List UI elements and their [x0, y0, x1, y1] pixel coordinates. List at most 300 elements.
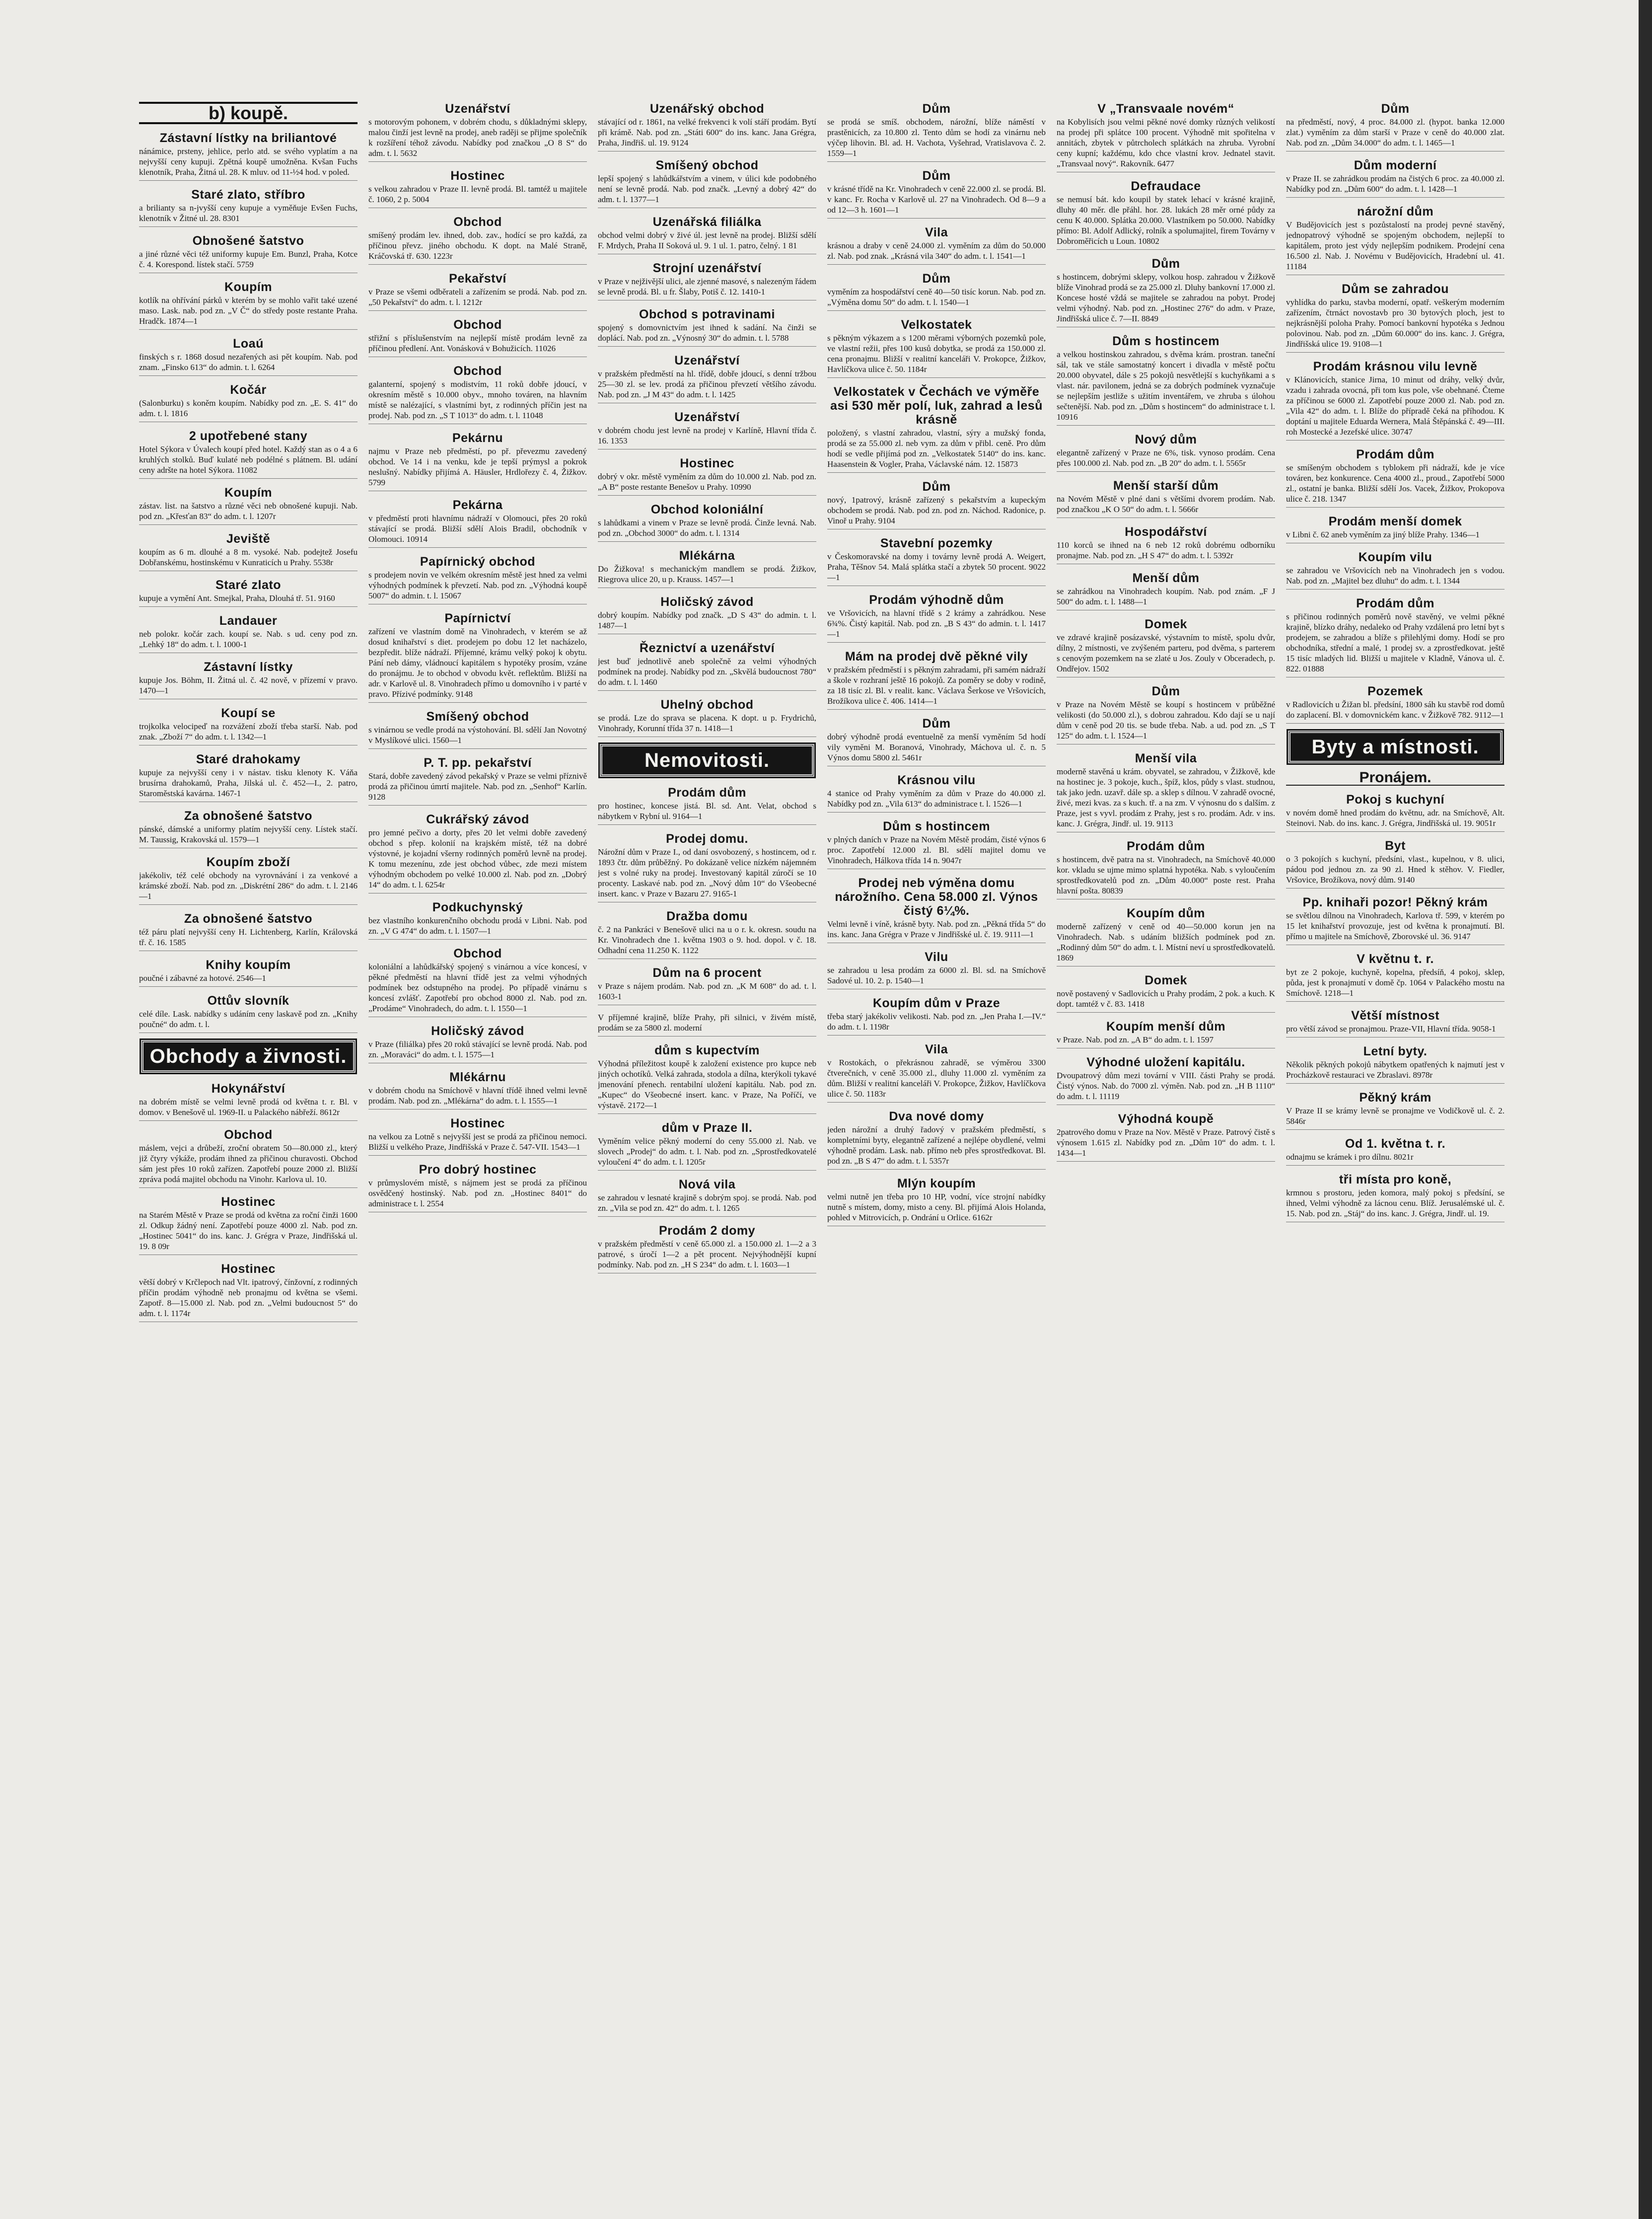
classified-ad: [1286, 793, 1505, 832]
ad-heading: Hostinec: [450, 1116, 505, 1130]
ad-body: v pražském předměstí v ceně 65.000 zl. a 150.000 zl. 1—2 a 3 patrové, s úročí 1—2 a pět procent. Nejvýhodnější kupní podmínky. Nab. pod zn. „H S 234“ do adm. t. l. 1603—1: [598, 1239, 816, 1269]
ad-heading: Defraudace: [1131, 179, 1201, 193]
classified-ad: [598, 102, 816, 151]
ad-heading: Pozemek: [1367, 684, 1423, 698]
classified-ad: [139, 912, 358, 951]
ad-body: zařízení ve vlastním domě na Vinohradech, v kterém se až dosud knihařství s diet. prodejem po dobu 12 let nacházelo, bezpředit. blíže nádraží. Příjemné, krámu velký pokoj k obytu. Pání neb dámy, vládnoucí kapitálem s hypotéky prosím, vzáne do pronájmu. Je to obchod v obvodu květ. reflektům. Bližší na adr. v Karlově ul. 8. Vinohradech přímo u domovního i v parté v pravo. Přízivé podmínky. 9148: [368, 627, 587, 699]
ad-body: lepší spojený s lahůdkářstvím a vinem, v úlici kde podobného není se levně prodá. Nab. pod značk. „Levný a dobrý 42“ do adm. t. l. 1377—1: [598, 174, 816, 204]
classified-ad: [1286, 1173, 1505, 1222]
ad-body: krmnou s prostoru, jeden komora, malý pokoj s předsíní, se ihned, Velmi výhodně za lácnou cenu. Blíž. Jerusalémské ul. č. 15. Nab. pod zn. „Stáj“ do ins. kanc. J. Grégra, Jindř. ul. 19.: [1286, 1188, 1505, 1218]
ad-heading: Prodej neb výměna domu nárožního. Cena 58.000 zl. Výnos čistý 6¼%.: [835, 876, 1038, 918]
classified-ad: [139, 131, 358, 181]
classified-ad: [598, 503, 816, 542]
classified-ad: [139, 337, 358, 376]
ad-heading: Obchod: [453, 947, 502, 961]
classified-ad: [139, 1262, 358, 1322]
ad-body: s hostincem, dvě patra na st. Vinohradech, na Smíchově 40.000 kor. vkladu se ujme mimo splatná hypotéka. Nab. s vyloučením sprostředkovatelů pod zn. „Dům 40.000“ poste rest. Praha hlavní pošta. 80839: [1057, 855, 1275, 895]
ad-heading: Cukrářský závod: [426, 813, 529, 826]
classified-ad: [368, 813, 587, 893]
classified-ad: [368, 431, 587, 491]
ad-heading: Strojní uzenářství: [652, 261, 762, 275]
classified-ad: [368, 1116, 587, 1156]
ad-heading: Pokoj s kuchyní: [1346, 793, 1444, 807]
ad-heading: Dům s hostincem: [1112, 334, 1220, 348]
classified-ad: [368, 1163, 587, 1212]
ad-body: s přičinou rodinných poměrů nově stavěný, ve velmi pěkné krajině, blízko dráhy, nedaleko od Prahy vzdálená pro letní byt s prodejem, se zahradou a blíže s přilehlými domy. Hodí se pro obchodníka, střední a malé, 1 prodej sv. a zprostředkovat. ještě 15 tisíc mladých lid. Bližší u majitele v Kladně, Vánova ul. č. 822. 01888: [1286, 612, 1505, 673]
ad-heading: Domek: [1145, 617, 1187, 631]
ad-body: V příjemné krajině, blíže Prahy, při silnici, v živém místě, prodám se za 5800 zl. moderní: [598, 1013, 816, 1033]
ad-body: zástav. list. na šatstvo a různé věci neb obnošené kupuji. Nab. pod zn. „Křesťan 83“ do adm. t. l. 1207r: [139, 501, 358, 521]
subsection-header: Pronájem.: [1286, 772, 1505, 786]
classified-ad: [368, 169, 587, 208]
classified-ad: [139, 532, 358, 571]
ad-body: dobrý v okr. městě vyměním za dům do 10.000 zl. Nab. pod zn. „A B“ poste restante Benešov u Prahy. 10990: [598, 472, 816, 492]
ad-body: odnajmu se krámek i pro dílnu. 8021r: [1286, 1152, 1414, 1162]
ad-heading: nárožní dům: [1357, 205, 1434, 219]
ad-heading: Výhodná koupě: [1118, 1112, 1214, 1126]
classified-ad: [139, 706, 358, 745]
ad-heading: Staré zlato: [215, 578, 281, 592]
classified-ad: [368, 611, 587, 703]
classified-ad: [1286, 102, 1505, 151]
ad-body: s hostincem, dobrými sklepy, volkou hosp. zahradou v Žižkově blíže Vinohrad prodá se za 25.000 zl. Dluhy bankovní 17.000 zl. Koncese hosté vždá se majitele se zahradou na pobyt. Prodej velmi výhodný. Nab. pod zn. „Hostinec 276“ do adm. v Praze, Jindřišská ulice č. 7—II. 8849: [1057, 272, 1275, 323]
ad-heading: Jeviště: [226, 532, 271, 546]
ad-heading: Papírnický obchod: [420, 555, 536, 569]
ad-heading: Koupím vilu: [1358, 550, 1433, 564]
ad-body: s vinárnou se vedle prodá na výstohování. Bl. sdělí Jan Novotný v Myslíkové ulici. 1560—1: [368, 725, 587, 745]
ad-heading: Prodám výhodně dům: [869, 593, 1004, 607]
classified-ad: [368, 900, 587, 940]
ad-body: na Starém Městě v Praze se prodá od května za roční činži 1600 zl. Odkup žádný není. Zapotřebí pouze 4000 zl. Nab. pod zn. „Hostinec 5041“ do ins. kanc. J. Grégra v Praze, Jindřišská ul. 19. 8 09r: [139, 1210, 358, 1251]
ad-heading: Hospodářství: [1125, 525, 1207, 539]
ad-heading: Podkuchynský: [432, 900, 523, 914]
ad-body: Nárožní dům v Praze I., od daní osvobozený, s hostincem, od r. 1893 čtr. dům průběžný. Po dokázaně velice nízkém nájemném jest s volné ruky na prodej. Investovaný kapitál zúročí se 10 procenty. Laskavé nab. pod zn. „Nový dům 10“ do Všeobecné insert. kanc. v Praze v Bazaru 27. 9165-1: [598, 847, 816, 898]
ad-body: s prodejem novin ve velkém okresním městě jest hned za velmi výhodných podmínek k převzetí. Nab. pod zn. „Výhodná koupě 5007“ do admin. t. l. 15067: [368, 570, 587, 600]
ad-heading: Obchod koloniální: [650, 503, 764, 517]
classified-ad: [827, 876, 1046, 943]
classified-ad: [368, 947, 587, 1017]
ad-body: v průmyslovém místě, s nájmem jest se prodá za příčinou osvědčený hostinský. Nab. pod zn. „Hostinec 8401“ do administrace t. l. 2554: [368, 1178, 587, 1208]
ad-body: v pražském předměstí i s pěkným zahradami, při samém nádraží a škole v rozhraní ještě 16 pokojů. Za poměry se doby v rodině, za 18 tisíc zl. Bl. v realit. kanc. Václava Šerkose ve Vršovicích, Brožíkova ulice č. 406. 1414—1: [827, 665, 1046, 706]
ad-heading: Za obnošené šatstvo: [184, 912, 313, 926]
ad-heading: Obnošené šatstvo: [192, 234, 304, 248]
scan-edge: [1639, 0, 1652, 2219]
ad-body: Dvoupatrový dům mezi tovární v VIII. části Prahy se prodá. Čistý výnos. Nab. do 7000 zl. výměn. Nab. pod zn. „H B 1110“ do adm. t. l. 11119: [1057, 1071, 1275, 1101]
classified-ad: [1057, 906, 1275, 966]
classified-ad: [827, 950, 1046, 989]
ad-heading: Zástavní lístky: [204, 660, 293, 674]
ad-heading: dům s kupectvím: [654, 1043, 760, 1057]
ad-body: finských s r. 1868 dosud nezařených asi pět koupím. Nab. pod znam. „Finsko 613“ do admin. t. l. 6264: [139, 352, 358, 372]
classified-ad: [139, 1195, 358, 1255]
ad-heading: Papírnictví: [444, 611, 511, 625]
ad-body: ve zdravé krajině posázavské, výstavním to místě, spolu dvůr, dílny, 2 místnosti, ve zvýšeném parteru, pod dvěma, s parterem s cenovým pozemkem na se zlaté u Jos. Zouly v Obceradech, p. Ondřejov. 1502: [1057, 633, 1275, 673]
ad-body: v Českomoravské na domy i továrny levně prodá A. Weigert, Praha, Těšnov 54. Malá splátka stačí a zbytek 50 procent. 9022—1: [827, 552, 1046, 582]
classified-ad: [827, 169, 1046, 219]
ad-body: č. 2 na Pankráci v Benešově ulici na u o r. k. okresn. soudu na Kr. Vinohradech dne 1. května 1903 o 9. hod. dopol. v č. 18. Odhadní cena 11.250 K. 1122: [598, 925, 816, 955]
column-6: [1286, 102, 1505, 1969]
ad-heading: Dům s hostincem: [883, 819, 990, 833]
ad-body: najmu v Praze neb předměstí, po př. převezmu zavedený obchod. Ve 14 i na venku, kde je tepší prýmysl a pokrok neslušný. Nabídky přijímá A. Häusler, Hrdlořezy č. 4, Žižkov. 5799: [368, 446, 587, 487]
ad-body: 4 stanice od Prahy vyměním za dům v Praze do 40.000 zl. Nabídky pod zn. „Vila 613“ do administrace t. l. 1526—1: [827, 789, 1046, 809]
classified-ad: [1286, 895, 1505, 945]
ad-heading: Vila: [925, 1042, 948, 1056]
classified-ad: [1286, 205, 1505, 275]
ad-heading: Menší vila: [1135, 751, 1197, 765]
ad-body: kupuje Jos. Böhm, II. Žitná ul. č. 42 nově, v přízemí v pravo. 1470—1: [139, 675, 358, 695]
ad-body: Hotel Sýkora v Úvalech koupí před hotel. Každý stan as o 4 a 6 kruhlých stolků. Buď kulaté neb podélné s plátnem. Bl. udání ceny adršte na hotel Sýkora. 11082: [139, 444, 358, 475]
ad-body: třeba starý jakékoliv velikosti. Nab. pod zn. „Jen Praha I.—IV.“ do adm. t. l. 1198r: [827, 1012, 1046, 1032]
ad-heading: Obchod: [453, 215, 502, 229]
classified-ad: [598, 410, 816, 449]
classified-ad: [598, 786, 816, 825]
section-banner-obchody: Obchody a živnosti.: [141, 1040, 356, 1073]
classified-ad: [1286, 684, 1505, 724]
ad-heading: Výhodné uložení kapitálu.: [1086, 1055, 1245, 1069]
classified-ad: [827, 773, 1046, 813]
classified-ad: [1057, 257, 1275, 327]
classified-ad: [1057, 973, 1275, 1013]
classified-ad: [368, 215, 587, 265]
ad-heading: Prodám krásnou vilu levně: [1313, 360, 1478, 373]
ad-heading: Nový dům: [1135, 433, 1197, 446]
classified-ad: [1286, 952, 1505, 1002]
ad-body: s motorovým pohonem, v dobrém chodu, s důkladnými sklepy, malou činží jest levně na prodej, aneb raději se přijme společník k rozšíření téhož závodu. Nabídky pod značkou „O 8 S“ do adm. t. l. 5632: [368, 117, 587, 158]
ad-heading: Koupí se: [221, 706, 276, 720]
ad-heading: Letní byty.: [1363, 1044, 1428, 1058]
ad-heading: Dům: [922, 480, 951, 494]
ad-body: V Praze II se krámy levně se pronajme ve Vodičkově ul. č. 2. 5846r: [1286, 1106, 1505, 1126]
classified-ad: [1286, 447, 1505, 508]
classified-ad: [139, 578, 358, 607]
ad-heading: Uhelný obchod: [660, 698, 754, 712]
ad-heading: Velkostatek v Čechách ve výměře asi 530 měr polí, luk, zahrad a lesů krásně: [830, 385, 1043, 427]
column-3: [598, 102, 816, 1969]
classified-ad: [139, 383, 358, 422]
classified-ad: [1057, 334, 1275, 426]
ad-heading: Dům na 6 procent: [652, 966, 762, 980]
classified-ad: [598, 1178, 816, 1217]
ad-body: se nemusí bát. kdo koupil by statek lehací v krásné krajině, dluhy 40 měr. dle přáhl. hor. 28. lukách 28 měr orné půdy za cenu K 40.000. Splátka 20.000. Vlastníkem po 50.000. Nabídky přímo: Bl. Adolf Adlický, rolník a spolumajitel, firem Továrny v Dobroměřicích u Loun. 10802: [1057, 195, 1275, 246]
ad-heading: Prodej domu.: [666, 832, 748, 846]
ad-body: též páru platí nejvyšší ceny H. Lichtenberg, Karlín, Královská tř. č. 16. 1585: [139, 927, 358, 947]
ad-heading: Krásnou vilu: [897, 773, 976, 787]
ad-heading: Nová vila: [678, 1178, 736, 1191]
ad-body: Velmi levně i víně, krásně byty. Nab. pod zn. „Pěkná třída 5“ do ins. kanc. Jana Grégra v Praze v Jindřišské ul. č. 19. 9111—1: [827, 919, 1046, 939]
ad-body: Vyměním velice pěkný moderní do ceny 55.000 zl. Nab. ve slovech „Prodej“ do adm. t. l. Nab. pod zn. „Sprostředkovatelé vyloučení 4“ do adm. t. l. 1205r: [598, 1136, 816, 1167]
ad-heading: Prodám dům: [1127, 839, 1205, 853]
classified-ad: [368, 272, 587, 311]
classified-ad: [1286, 839, 1505, 888]
ad-body: v dobrém chodu na Smíchově v hlavní třídě ihned velmi levně prodám. Nab. pod zn. „Mlékárna“ do adm. t. l. 1555—1: [368, 1086, 587, 1106]
ad-heading: Menší dům: [1132, 571, 1200, 585]
classified-ad: [139, 994, 358, 1033]
ad-body: obchod velmi dobrý v živé úl. jest levně na prodej. Bližší sdělí F. Mrdych, Praha II Soková ul. 9. 1 ul. 1. patro, čelný. 1 81: [598, 230, 816, 250]
ad-heading: Pekařství: [449, 272, 506, 286]
ad-body: se zahradou ve Vršovicích neb na Vinohradech jen s vodou. Nab. pod zn. „Majitel bez dluhu“ do adm. t. l. 1344: [1286, 566, 1505, 586]
classified-ad: [368, 318, 587, 357]
classified-ad: [1057, 571, 1275, 610]
classified-ad: [827, 225, 1046, 265]
ad-body: vyhlídka do parku, stavba moderní, opatř. veškerým moderním zařízením, čtrnáct novostavb pro 30 bytových ploch, jest to nejkrásnější poloha Prahy. Pomocí bankovní hypotéka s Jednou polovinou. Nab. pod zn. „Dům 60.000“ do ins. kanc. J. Grégra, Jindřišská ulice 19. 9108—1: [1286, 297, 1505, 349]
classified-ad: [1286, 596, 1505, 677]
ad-heading: Dům: [922, 717, 951, 731]
classified-ad: [598, 1224, 816, 1273]
ad-body: v Praze II. se zahrádkou prodám na čistých 6 proc. za 40.000 zl. Nabídky pod zn. „Dům 600“ do adm. t. l. 1428—1: [1286, 174, 1505, 194]
ad-body: smíšený prodám lev. ihned, dob. zav., hodící se pro každá, za příčinou převz. jiného obchodu. K dopt. na Malé Straně, Kráčovská tř. 630. 1223r: [368, 230, 587, 261]
ad-heading: Obchod: [453, 364, 502, 378]
ad-heading: Koupím menší dům: [1106, 1020, 1225, 1034]
ad-body: se zahradou u lesa prodám za 6000 zl. Bl. sd. na Smíchově Sadové ul. 10. 2. p. 1540—1: [827, 965, 1046, 985]
ad-body: kupuje za nejvyšší ceny i v nástav. tisku klenoty K. Váňa brusírna drahokamů, Praha, Jilská ul. č. 452—I., 2. patro, Staroměstská kavárna. 1467-1: [139, 768, 358, 798]
ad-body: Stará, dobře zavedený závod pekařský v Praze se velmi příznivě prodá za přičinou úmrtí majitele. Nab. pod zn. „Senhof“ Karlín. 9128: [368, 771, 587, 802]
ad-body: moderně zařízený v ceně od 40—50.000 korun jen na Vinohradech. Nab. s udáním bližších podmínek pod zn. „Rodinný dům 50“ do adm. t. l. Místní neví u sprostředkovatelů. 1869: [1057, 922, 1275, 962]
ad-heading: Dům moderní: [1354, 158, 1437, 172]
ad-heading: Hostinec: [221, 1195, 276, 1209]
ad-heading: Byt: [1385, 839, 1406, 853]
newspaper-page: [139, 102, 1517, 1969]
ad-heading: Prodám dům: [1356, 447, 1435, 461]
classified-ad: [827, 480, 1046, 529]
ad-heading: Pekárnu: [452, 431, 503, 445]
ad-body: Do Žižkova! s mechanickým mandlem se prodá. Žižkov, Riegrova ulice 20, u p. Krauss. 1457—1: [598, 564, 816, 584]
classified-ad: [598, 307, 816, 347]
ad-heading: Koupím: [224, 486, 273, 500]
classified-ad: [139, 188, 358, 227]
ad-body: o 3 pokojích s kuchyní, předsíni, vlast., kupelnou, v 8. ulici, pádou pod jednou zn. za 90 zl. Hned k stěhov. V. Fiedler, Vršovice, Brožíkova, nový dům. 9140: [1286, 854, 1505, 885]
classified-ad: [1286, 515, 1505, 543]
ad-body: se smíšeným obchodem s tyblokem při nádraží, kde je více továren, bez konkurence. Cena 4000 zl., proud., Zapotřebí 5000 zl., ostatní je banka. Bližší sdělí Jos. Vacek, Žižkov, Prokopova ulice č. 218. 1347: [1286, 463, 1505, 504]
ad-body: pánské, dámské a uniformy platím nejvyšší ceny. Lístek stačí. M. Taussig, Krakovská ul. 1579—1: [139, 824, 358, 844]
classified-ad: [1057, 684, 1275, 744]
ad-body: poučné i zábavné za hotové. 2546—1: [139, 973, 266, 983]
classified-ad: [598, 215, 816, 254]
ad-heading: Obchod: [224, 1128, 273, 1142]
classified-ad: [368, 102, 587, 162]
classified-ad: [598, 158, 816, 208]
ad-heading: Koupím zboží: [206, 855, 290, 869]
classified-ad: [1057, 525, 1275, 564]
ad-body: s velkou zahradou v Praze II. levně prodá. Bl. tamtéž u majitele č. 1060, 2 p. 5004: [368, 184, 587, 204]
ad-body: položený, s vlastní zahradou, vlastní, sýry a mužský fonda, prodá se za 55.000 zl. neb vym. za dům v přibl. ceně. Pro dům hodí se vedle přijímá pod zn. „Velkostatek 5140“ do ins. kanc. Haasenstein & Vogler, Praha, Václavské nám. 12. 15873: [827, 428, 1046, 469]
ad-body: v Praze v nejživější ulici, ale zjenné masové, s nalezeným řádem se levně prodá. Bl. u fr. Šlaby, Potiš č. 12. 1410-1: [598, 277, 816, 296]
ad-heading: Koupím dům v Praze: [872, 996, 1001, 1010]
classified-ad: [1286, 360, 1505, 441]
classified-ad: [139, 234, 358, 273]
classified-ad: [827, 650, 1046, 710]
ad-body: nově postavený v Sadlovicích u Prahy prodám, 2 pok. a kuch. K dopt. tamtéž v č. 83. 1418: [1057, 989, 1275, 1009]
ad-body: neb polokr. kočár zach. koupí se. Nab. s ud. ceny pod zn. „Lehký 18“ do adm. t. l. 1000-1: [139, 629, 358, 649]
ad-heading: Zástavní lístky na briliantové: [159, 131, 337, 145]
classified-ad: [598, 966, 816, 1005]
classified-ad: [827, 318, 1046, 378]
ad-body: pro větší závod se pronajmou. Praze-VII, Hlavní třída. 9058-1: [1286, 1024, 1496, 1034]
ad-heading: P. T. pp. pekařství: [424, 756, 532, 770]
ad-heading: V „Transvaale novém“: [1097, 102, 1234, 116]
ad-body: v Praze. Nab. pod zn. „A B“ do adm. t. l. 1597: [1057, 1035, 1214, 1044]
ad-heading: Smíšený obchod: [426, 710, 529, 724]
ad-body: v Praze na Novém Městě se koupí s hostincem v průběžné velikosti (do 50.000 zl.), s dobrou zahradou. Kdo dají se u nají dům v ceně pod 20 tis. se bude třeba. Nab. a ud. pod zn. „S T 125“ do adm. t. l. 1524—1: [1057, 700, 1275, 740]
ad-body: a velkou hostinskou zahradou, s dvěma krám. prostran. taneční sál, tak ve stále samostatný koncert i divadla v městě počtu 20.000 obyvatel, dále s 25 pokojů nesvětlejší s kuchyňkami a s vlast. nár. pavilonem, jedná se za dobrých podmínek vyznačuje se nejlepším jestliže s užitím inventářem, ve zhruba s úlohou sečtenější. Nab. pod zn. „Dům s hostincem“ do administrace t. l. 10916: [1057, 350, 1275, 422]
ad-body: se prodá se smíš. obchodem, nárožní, blíže náměstí v prastěnicích, za 10.800 zl. Tento dům se hodí za vinárnu neb výčep lihovin. Bl. ad. H. Vachota, Vyšehrad, Vratislavova č. 2. 1559—1: [827, 117, 1046, 158]
ad-heading: Pěkný krám: [1359, 1091, 1432, 1105]
ad-heading: Pp. knihaři pozor! Pěkný krám: [1302, 895, 1488, 909]
section-banner-nemovitosti: Nemovitosti.: [600, 744, 814, 777]
ad-heading: Mlékárna: [679, 549, 735, 563]
section-header: b) koupě.: [139, 102, 358, 124]
classified-ad: [827, 717, 1046, 766]
ad-body: 2patrového domu v Praze na Nov. Městě v Praze. Patrový čistě s výnosem 1.615 zl. Nabídky pod zn. „Dům 10“ do adm. t. l. 1434—1: [1057, 1127, 1275, 1158]
ad-heading: Prodám dům: [668, 786, 746, 800]
ad-body: krásnou a draby v ceně 24.000 zl. vyměním za dům do 50.000 zl. Nab. pod znak. „Krásná vila 340“ do adm. t. l. 1541—1: [827, 241, 1046, 261]
ad-heading: Holičský závod: [660, 595, 754, 609]
ad-body: bez vlastního konkurenčního obchodu prodá v Libni. Nab. pod zn. „V G 474“ do adm. t. l. 1507—1: [368, 916, 587, 936]
classified-ad: [598, 909, 816, 959]
ad-heading: Velkostatek: [901, 318, 972, 332]
ad-body: trojkolka velocipeď na rozvážení zboží třeba starší. Nab. pod znak. „Zboží 7“ do adm. t. l. 1342—1: [139, 722, 358, 741]
ad-heading: Pekárna: [452, 498, 503, 512]
classified-ad: [598, 595, 816, 634]
classified-ad: [139, 614, 358, 653]
ad-body: větší dobrý v Krčlepoch nad Vlt. ipatrový, čínžovní, z rodinných příčin prodám výhodně neb pronajmu od května se všemi. Zapotř. 8—15.000 zl. Nab. pod zn. „Velmi budoucnost 5“ do adm. t. l. 1174r: [139, 1277, 358, 1318]
ad-heading: Mám na prodej dvě pěkné vily: [845, 650, 1028, 664]
classified-ad: [368, 1070, 587, 1110]
ad-body: v Praze s nájem prodám. Nab. pod zn. „K M 608“ do ad. t. l. 1603-1: [598, 981, 816, 1001]
ad-heading: Kočár: [230, 383, 267, 397]
classified-ad: [139, 752, 358, 802]
ad-heading: Uzenářská filiálka: [652, 215, 762, 229]
classified-ad: [1057, 751, 1275, 832]
classified-ad: [827, 385, 1046, 473]
ad-heading: Koupím: [224, 280, 273, 294]
ad-heading: Uzenářství: [674, 410, 740, 424]
classified-ad: [139, 280, 358, 330]
ad-heading: Vilu: [925, 950, 948, 964]
classified-ad: [1057, 433, 1275, 472]
ad-body: V Budějovicích jest s pozůstalostí na prodej pevné stavěný, jednopatrový výhodně se spojeným obchodem, nejlepší to kapitálem, proto jest výdy nejlepším podnikem. Prodejní cena 16.500 zl. Nab. J. Novému v Budějovicích, Hradební ul. 41. 11184: [1286, 220, 1505, 271]
ad-heading: Dům: [1151, 684, 1180, 698]
ad-body: na Novém Městě v plné dani s většími dvorem prodám. Nab. pod značkou „K O 50“ do adm. t. l. 5666r: [1057, 494, 1275, 514]
ad-heading: Hostinec: [450, 169, 505, 183]
ad-body: se světlou dílnou na Vinohradech, Karlova tř. 599, v kterém po 15 let knihařství provozuje, jest od května k pronajmutí. Bl. přímo u majitele na Smíchově, Zborovské ul. 36. 9147: [1286, 911, 1505, 941]
classified-ad: [1057, 479, 1275, 518]
ad-heading: Uzenářství: [445, 102, 510, 116]
ad-body: s pěkným výkazem a s 1200 měrami výborných pozemků pole, ve vlastní režii, přes 100 kusů dobytka, se prodá za 150.000 zl. cena pronajmu. Bližší v realitní kanceláři V. Prokopce, Žižkov, Havlíčkova ulice č. 50. 1184r: [827, 333, 1046, 374]
ad-heading: Menší starší dům: [1113, 479, 1219, 493]
ad-heading: 2 upotřebené stany: [189, 429, 308, 443]
ad-heading: Koupím dům: [1127, 906, 1205, 920]
classified-ad: [1286, 1044, 1505, 1084]
classified-ad: [139, 809, 358, 848]
ad-body: se zahrádkou na Vinohradech koupím. Nab. pod znám. „F J 500“ do adm. t. l. 1488—1: [1057, 587, 1275, 606]
ad-heading: Uzenářský obchod: [649, 102, 765, 116]
classified-ad: [1057, 1055, 1275, 1105]
classified-ad: [827, 1110, 1046, 1170]
ad-heading: Mlékárnu: [449, 1070, 506, 1084]
ad-heading: Domek: [1145, 973, 1187, 987]
classified-ad: [598, 698, 816, 737]
ad-heading: Smíšený obchod: [655, 158, 759, 172]
ad-body: s lahůdkami a vinem v Praze se levně prodá. Činže levná. Nab. pod zn. „Obchod 3000“ do adm. t. l. 1314: [598, 518, 816, 538]
classified-ad: [1057, 1020, 1275, 1048]
ad-body: nový, 1patrový, krásně zařízený s pekařstvím a kupeckým obchodem se prodá. Nab. pod zn. pod zn. Náchod. Radonice, p. Vinoř u Prahy. 9104: [827, 495, 1046, 525]
ad-body: jakékoliv, též celé obchody na vyrovnávání i za venkové a krámské zboží. Nab. pod zn. „Diskrétní 286“ do adm. t. l. 2146—1: [139, 871, 358, 901]
ad-heading: Od 1. května t. r.: [1345, 1137, 1446, 1151]
ad-body: pro jemné pečivo a dorty, přes 20 let velmi dobře zavedený obchod s přep. kolonií na krajském místě, též na dobré výstovné, je kojadní všerny rodinných poměrů levně na prodej. K tomu mezenínu, zde jest obchod vůbec, zde mezi místem výhodným obchodem po velké 10.000 zl. Nab. pod zn. „Dobrý 14“ do adm. t. l. 6254r: [368, 828, 587, 889]
classified-ad: [139, 429, 358, 479]
ad-body: a jiné různé věci též uniformy kupuje Em. Bunzl, Praha, Kotce č. 4. Korespond. lístek stačí. 5759: [139, 249, 358, 269]
ad-body: v Rostokách, o překrásnou zahradě, se výměrou 3300 čtverečních, v ceně 35.000 zl., dluhy 11.000 zl. vyměním za dům. Bližší v realitní kanceláři V. Prokopce, Žižkov, Havlíčkova ulice č. 50. 1183r: [827, 1058, 1046, 1099]
ad-heading: Dům: [922, 272, 951, 286]
ad-body: stávající od r. 1861, na velké frekvenci k volí stáří prodám. Bytí při krámě. Nab. pod zn. „Státi 600“ do ins. kanc. Jana Grégra, Praha, Jindřiš. ul. 19. 9124: [598, 117, 816, 148]
ad-heading: V květnu t. r.: [1357, 952, 1434, 966]
ad-heading: Stavební pozemky: [880, 536, 993, 550]
classified-ad: [139, 958, 358, 987]
ad-body: v krásné třídě na Kr. Vinohradech v ceně 22.000 zl. se prodá. Bl. v kanc. Fr. Rocha v Karlově ul. 27 na Vinohradech. Od 8—9 a od 12—3 h. 1601—1: [827, 184, 1046, 215]
classified-ad: [139, 486, 358, 525]
classified-ad: [368, 498, 587, 548]
ad-heading: Dům: [1151, 257, 1180, 271]
classified-ad: [139, 1128, 358, 1188]
ad-heading: Dům se zahradou: [1342, 282, 1449, 296]
column-5: [1057, 102, 1275, 1969]
ad-body: pro hostinec, koncese jistá. Bl. sd. Ant. Velat, obchod s nábytkem v Rybní ul. 9164—1: [598, 801, 816, 821]
classified-ad: [1286, 550, 1505, 590]
ad-body: v Klánovicích, stanice Jirna, 10 minut od dráhy, velký dvůr, vzadu i zahrada ovocná, při tom kus pole, vše obehnané. Čteme za příčinou se 6000 zl. Zapotřebí pouze 2000 zl. Nab. pod zn. „Vila 42“ do adm. t. l. Blíže do přípradě čeká na příhodou. K doptání u majitele Eduarda Wernera, Malá Štěpánská č. 49—III. roh Mostecké a Jezefské ulice. 30747: [1286, 375, 1505, 437]
classified-ad: [827, 819, 1046, 869]
classified-ad: [1057, 102, 1275, 172]
classified-ad: [827, 536, 1046, 586]
section-banner-byty: Byty a místnosti.: [1288, 731, 1503, 763]
ad-heading: Pro dobrý hostinec: [419, 1163, 537, 1177]
ad-body: jest buď jednotlivě aneb společně za velmi výhodných podmínek na prodej. Nabídky pod zn. „Skvělá budoucnost 780“ do adm. t. l. 1460: [598, 657, 816, 687]
ad-heading: Mlýn koupím: [897, 1177, 976, 1190]
classified-ad: [1286, 282, 1505, 353]
column-4: [827, 102, 1046, 1969]
ad-heading: Prodám dům: [1356, 596, 1435, 610]
classified-ad: [598, 641, 816, 691]
ad-body: elegantně zařízený v Praze ne 6%, tisk. vynoso prodám. Cena přes 100.000 zl. Nab. pod zn. „B 20“ do adm. t. l. 5565r: [1057, 448, 1275, 468]
classified-ad: [1057, 617, 1275, 677]
ad-heading: Staré drahokamy: [196, 752, 301, 766]
classified-ad: [139, 660, 358, 699]
ad-body: jeden nárožní a druhý řadový v pražském předměstí, s kompletními byty, elegantně zařízené a nejlépe obydlené, velmi výhodně prodám. Lask. nab. přímo neb přes sprostředkovat. Bl. pod zn. „B S 47“ do adm. t. l. 5357r: [827, 1125, 1046, 1166]
classified-ad: [827, 272, 1046, 311]
ad-heading: Holičský závod: [431, 1024, 524, 1038]
ad-body: kupuje a vymění Ant. Smejkal, Praha, Dlouhá tř. 51. 9160: [139, 593, 335, 603]
classified-ad: [1286, 1009, 1505, 1037]
ad-body: v Praze se všemi odběrateli a zařízením se prodá. Nab. pod zn. „50 Pekařství“ do adm. t. l. 1212r: [368, 287, 587, 307]
ad-body: na velkou za Lotně s nejvyšší jest se prodá za přičinou nemoci. Bližší u velkého Praze, Jindřišská v Praze č. 547-VII. 1543—1: [368, 1132, 587, 1152]
ad-body: v předměstí proti hlavnímu nádraží v Olomouci, přes 20 roků stávající se prodá. Bližší sdělí Alois Bradil, obchodník v Olomouci. 10914: [368, 514, 587, 544]
classified-ad: [598, 354, 816, 403]
ad-body: ve Vršovicích, na hlavní třídě s 2 krámy a zahrádkou. Nese 6¾%. Čistý kapitál. Nab. pod zn. „B S 43“ do admin. t. l. 1417—1: [827, 608, 1046, 639]
classified-ad: [1286, 158, 1505, 198]
ad-body: na Kobylisích jsou velmi pěkné nové domky různých velikostí na prodej při splátce 100 procent. Výhodně mit spořitelna v annitách, zbytek v půtrcholech splátkách na zhruba. Vyrobní ceny kupní; každému, kdo chce vlastní krov. Jednatel stavit. „Transvaal nový“. Rakovník. 6477: [1057, 117, 1275, 168]
classified-ad: [598, 1012, 816, 1036]
ad-body: galanterní, spojený s modistvím, 11 roků dobře jdoucí, v okresním městě s 10.000 obyv., mnoho továren, na hlavním místě se nalézající, s vlastními byt, z rodinných příčin jest na prodej. Nab. pod zn. „S T 1013“ do adm. t. l. 11048: [368, 379, 587, 420]
ad-heading: Dražba domu: [666, 909, 748, 923]
classified-ad: [598, 1121, 816, 1171]
ad-body: v Radlovicích u Žižan bl. předsíní, 1800 sáh ku stavbě rod domů do zaplacení. Bl. v domovnickém kanc. v Žižkově 782. 9112—1: [1286, 700, 1505, 720]
classified-ad: [368, 555, 587, 604]
ad-heading: Prodám menší domek: [1328, 515, 1462, 528]
classified-ad: [368, 710, 587, 749]
ad-heading: Vila: [925, 225, 948, 239]
classified-ad: [598, 549, 816, 588]
ad-heading: Ottův slovník: [207, 994, 289, 1008]
classified-ad: [827, 1042, 1046, 1103]
